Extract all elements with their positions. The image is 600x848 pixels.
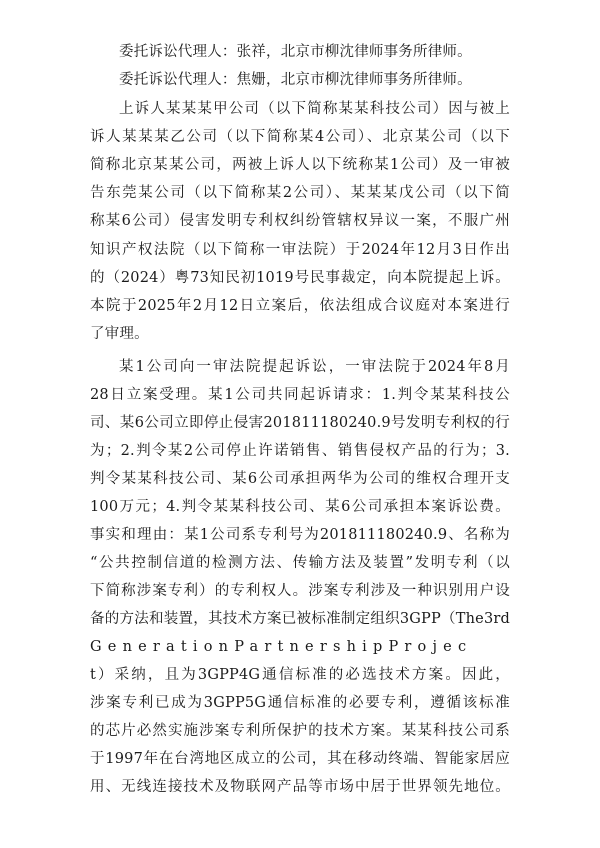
paragraph-2-line-7: 事实和理由：某1公司系专利号为201811180240.9、名称为 (90, 527, 510, 543)
paragraph-2-line-14: 的芯片必然实施涉案专利所保护的技术方案。某某科技公司系 (90, 723, 510, 739)
paragraph-1-line-3: 简称北京某某公司，两被上诉人以下统称某1公司）及一审被 (90, 157, 510, 173)
paragraph-1-line-5: 称某6公司）侵害发明专利权纠纷管辖权异议一案，不服广州 (90, 213, 510, 229)
agent-line-2: 委托诉讼代理人：焦姗，北京市柳沈律师事务所律师。 (119, 72, 472, 88)
paragraph-2-line-12: t）采纳，且为3GPP4G通信标准的必选技术方案。因此， (90, 667, 510, 683)
paragraph-1-line-1: 上诉人某某某甲公司（以下简称某某科技公司）因与被上 (119, 101, 510, 117)
paragraph-1-line-2: 诉人某某某乙公司（以下简称某4公司）、北京某公司（以下 (90, 129, 510, 145)
paragraph-1-line-9: 了审理。 (90, 326, 149, 342)
paragraph-2-line-9: 下简称涉案专利）的专利权人。涉案专利涉及一种识别用户设 (90, 583, 510, 599)
paragraph-2-line-11: GenerationPartnershipProjec (90, 639, 473, 655)
paragraph-1-line-4: 告东莞某公司（以下简称某2公司）、某某某戊公司（以下简 (90, 185, 510, 201)
paragraph-2-line-5: 判令某某科技公司、某6公司承担两华为公司的维权合理开支 (90, 471, 510, 487)
paragraph-2-line-8: “公共控制信道的检测方法、传输方法及装置”发明专利（以 (90, 555, 510, 571)
paragraph-2-line-2: 28日立案受理。某1公司共同起诉请求：1.判令某某科技公 (90, 387, 510, 403)
paragraph-2-line-3: 司、某6公司立即停止侵害201811180240.9号发明专利权的行 (90, 415, 510, 431)
paragraph-1-line-6: 知识产权法院（以下简称一审法院）于2024年12月3日作出 (90, 242, 510, 258)
paragraph-2-line-4: 为；2.判令某2公司停止许诺销售、销售侵权产品的行为；3. (90, 443, 510, 459)
paragraph-1-line-8: 本院于2025年2月12日立案后，依法组成合议庭对本案进行 (90, 298, 510, 314)
paragraph-2-line-13: 涉案专利已成为3GPP5G通信标准的必要专利，遵循该标准 (90, 695, 510, 711)
paragraph-2-line-6: 100万元；4.判令某某科技公司、某6公司承担本案诉讼费。 (90, 499, 510, 515)
agent-line-1: 委托诉讼代理人：张祥，北京市柳沈律师事务所律师。 (119, 44, 472, 60)
paragraph-2-line-16: 用、无线连接技术及物联网产品等市场中居于世界领先地位。 (90, 779, 510, 795)
paragraph-2-line-15: 于1997年在台湾地区成立的公司，其在移动终端、智能家居应 (90, 751, 510, 767)
paragraph-1-line-7: 的（2024）粤73知民初1019号民事裁定，向本院提起上诉。 (90, 270, 510, 286)
paragraph-2-line-1: 某1公司向一审法院提起诉讼，一审法院于2024年8月 (119, 359, 510, 375)
paragraph-2-line-10: 备的方法和装置，其技术方案已被标准制定组织3GPP（The3rd (90, 611, 510, 627)
